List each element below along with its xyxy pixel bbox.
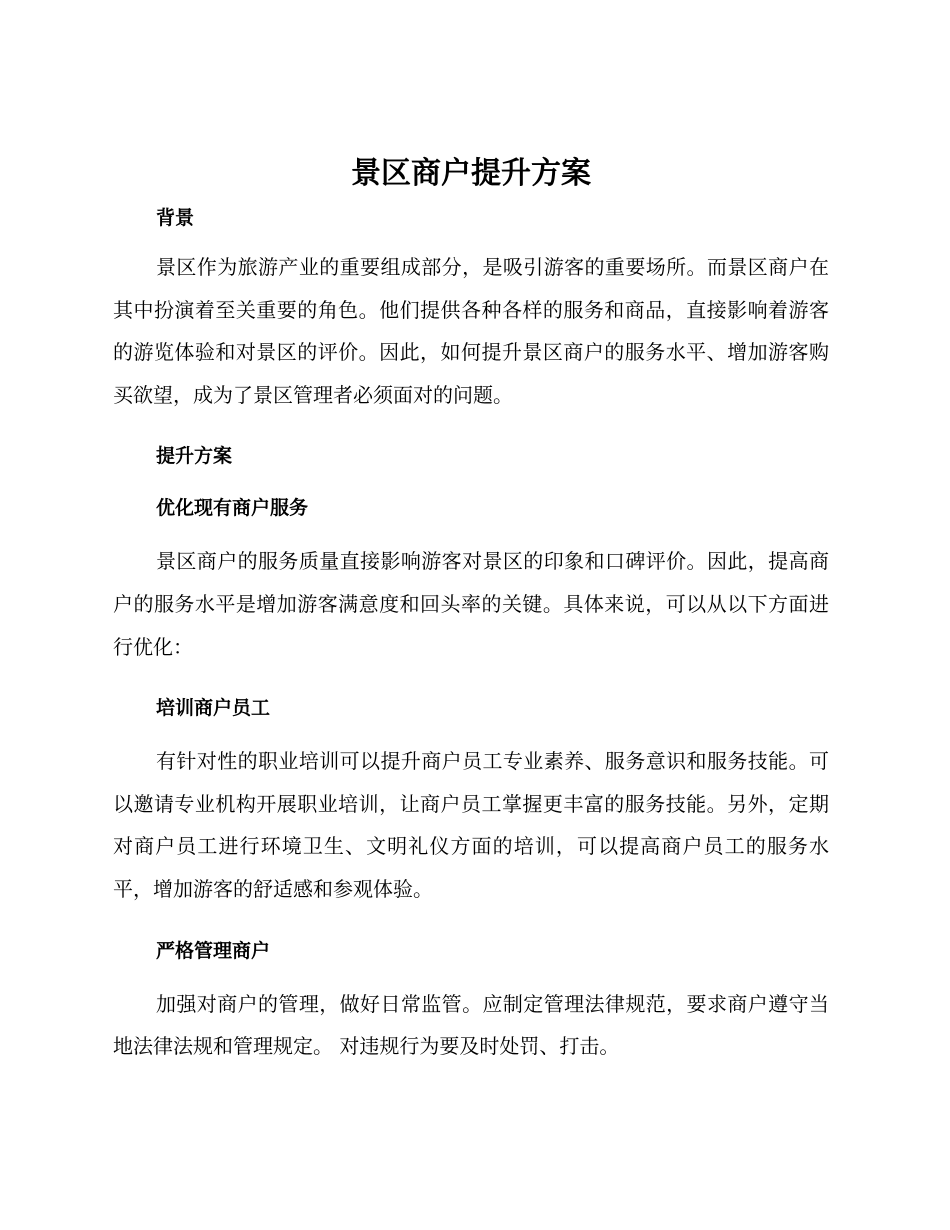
paragraph-optimize-service: 景区商户的服务质量直接影响游客对景区的印象和口碑评价。因此，提高商户的服务水平是增加游客满意度和回头率的关键。具体来说，可以从以下方面进行优化：	[113, 549, 829, 659]
paragraph-strict-management: 加强对商户的管理，做好日常监管。应制定管理法律规范，要求商户遵守当地法律法规和管理规定。 对违规行为要及时处罚、打击。	[113, 991, 829, 1059]
document-page	[113, 150, 829, 1088]
subsection-heading-train-staff: 培训商户员工	[156, 697, 271, 720]
section-heading-improvement-plan: 提升方案	[156, 445, 233, 468]
paragraph-train-staff: 有针对性的职业培训可以提升商户员工专业素养、服务意识和服务技能。可以邀请专业机构开展职业培训，让商户员工掌握更丰富的服务技能。另外，定期对商户员工进行环境卫生、文明礼仪方面的培训，可以提高商户员工的服务水平，增加游客的舒适感和参观体验。	[113, 749, 829, 901]
document-title: 景区商户提升方案	[351, 156, 591, 191]
section-heading-background: 背景	[156, 207, 195, 229]
paragraph-background: 景区作为旅游产业的重要组成部分，是吸引游客的重要场所。而景区商户在其中扮演着至关重要的角色。他们提供各种各样的服务和商品，直接影响着游客的游览体验和对景区的评价。因此，如何提升景区商户的服务水平、增加游客购买欲望，成为了景区管理者必须面对的问题。	[113, 255, 829, 407]
subsection-heading-optimize-service: 优化现有商户服务	[156, 497, 309, 520]
subsection-heading-strict-management: 严格管理商户	[156, 939, 271, 962]
